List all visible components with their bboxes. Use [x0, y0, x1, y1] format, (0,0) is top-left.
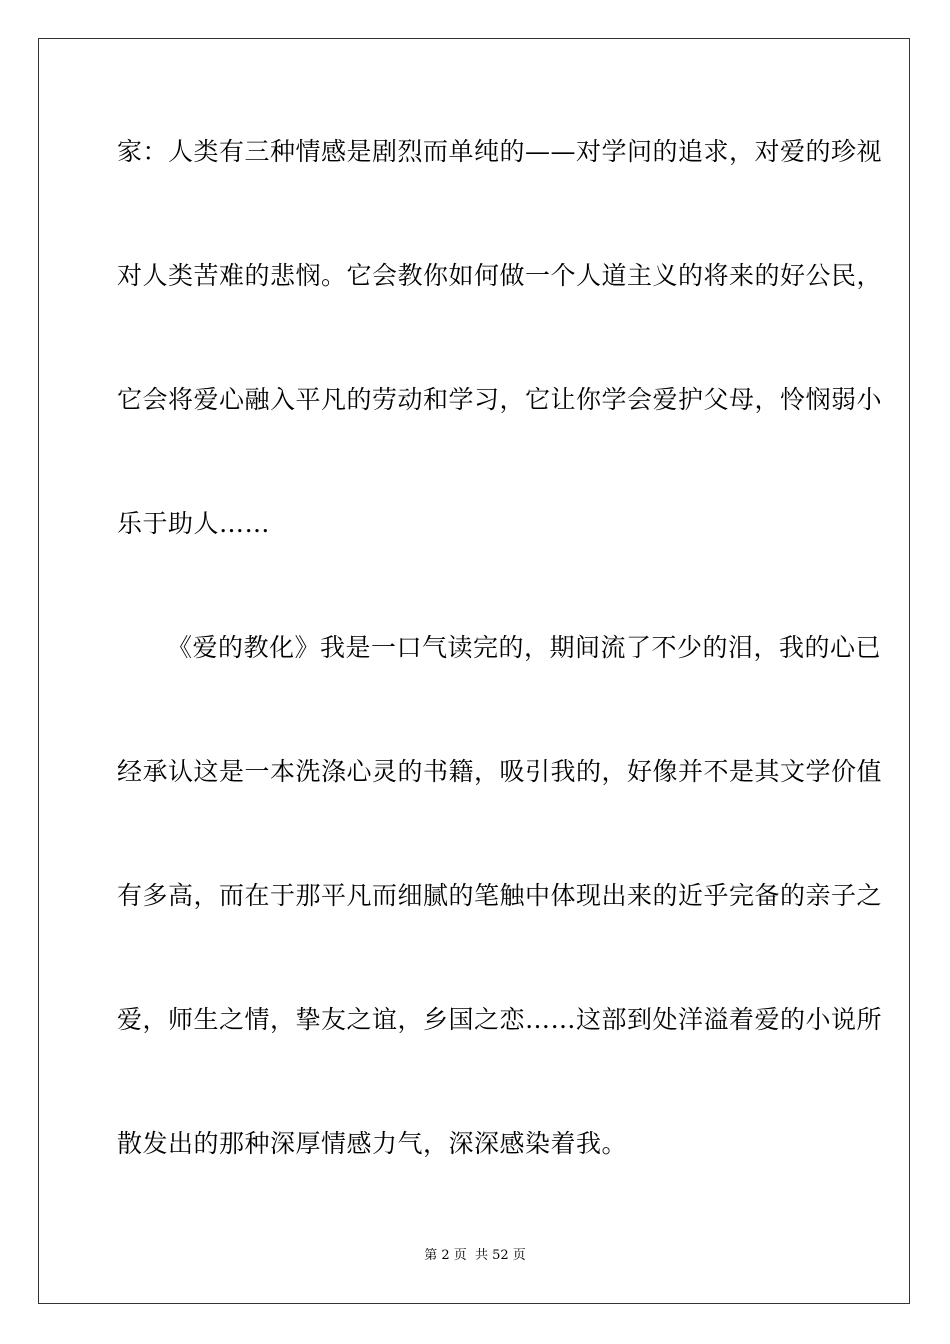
- text-line: 它会将爱心融入平凡的劳动和学习，它让你学会爱护父母，怜悯弱小: [117, 385, 883, 414]
- text-line: 《爱的教化》我是一口气读完的，期间流了不少的泪，我的心已: [167, 633, 882, 662]
- page-number: 第 2 页: [424, 1248, 467, 1263]
- text-line: 散发出的那种深厚情感力气，深深感染着我。: [117, 1129, 628, 1158]
- text-line: 乐于助人……: [117, 509, 271, 538]
- page-border: [38, 38, 910, 1304]
- text-line: 对人类苦难的悲悯。它会教你如何做一个人道主义的将来的好公民，: [117, 261, 883, 290]
- page-total: 共 52 页: [474, 1248, 526, 1263]
- page-footer: [0, 1248, 950, 1264]
- text-line: 爱，师生之情，挚友之谊，乡国之恋……这部到处洋溢着爱的小说所: [117, 1005, 883, 1034]
- text-line: 经承认这是一本洗涤心灵的书籍，吸引我的，好像并不是其文学价值: [117, 757, 883, 786]
- text-line: 家：人类有三种情感是剧烈而单纯的——对学问的追求，对爱的珍视: [117, 137, 883, 166]
- text-line: 有多高，而在于那平凡而细腻的笔触中体现出来的近乎完备的亲子之: [117, 881, 883, 910]
